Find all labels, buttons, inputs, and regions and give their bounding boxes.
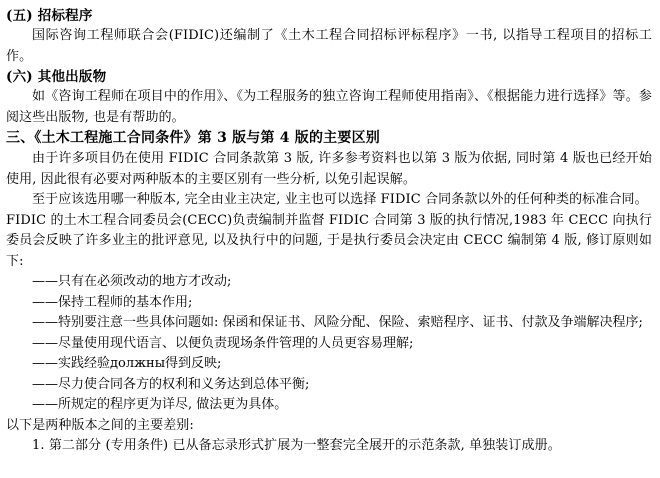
paragraph-fidic-tender-procedure: 国际咨询工程师联合会(FIDIC)还编制了《土木工程合同招标评标程序》一书, 以指导工程项目的招标工作。: [6, 28, 652, 64]
list-item: ——保持工程师的基本作用;: [32, 294, 193, 310]
list-item: ——实践经验должны得到反映;: [32, 356, 222, 371]
list-item: ——尽力使合同各方的权利和义务达到总体平衡;: [32, 376, 310, 392]
list-item: ——只有在必须改动的地方才改动;: [32, 274, 232, 289]
paragraph-version-usage: 由于许多项目仍在使用 FIDIC 合同条款第 3 版, 许多参考资料也以第 3 版为依据, 同时第 4 版也已经开始使用, 因此很有必要对两种版本的主要区别有一些分析, 以免引起误解。: [6, 151, 652, 187]
section-heading-other-publications: (六) 其他出版物: [6, 69, 107, 85]
paragraph-cecc-history: FIDIC 的土木工程合同委员会(CECC)负责编制并监督 FIDIC 合同第 3 版的执行情况,1983 年 CECC 向执行委员会反映了许多业主的批评意见, 以及执行中的问题, 于是执行委员会决定由 CECC 编制第 4 版, 修订原则如下:: [6, 212, 652, 269]
paragraph-difference-1: 1. 第二部分 (专用条件) 已从备忘录形式扩展为一整套完全展开的示范条款, 单独装订成册。: [32, 438, 561, 453]
list-item: ——尽量使用现代语言、以便负责现场条件管理的人员更容易理解;: [32, 335, 414, 351]
paragraph-other-publications: 如《咨询工程师在项目中的作用》、《为工程服务的独立咨询工程师使用指南》、《根据能力进行选择》等。参阅这些出版物, 也是有帮助的。: [6, 89, 652, 125]
section-heading-bidding-procedure: (五) 招标程序: [6, 8, 93, 24]
paragraph-main-differences-intro: 以下是两种版本之间的主要差别:: [6, 417, 194, 433]
section-heading-version-differences: 三、《土木工程施工合同条件》第 3 版与第 4 版的主要区别: [6, 130, 380, 146]
paragraph-employer-choice: 至于应该选用哪一种版本, 完全由业主决定, 业主也可以选择 FIDIC 合同条款以外的任何种类的标准合同。: [32, 192, 648, 207]
list-item: ——特别要注意一些具体问题如: 保函和保证书、风险分配、保险、索赔程序、证书、付款及争端解决程序;: [32, 315, 643, 330]
list-item: ——所规定的程序更为详尽, 做法更为具体。: [32, 397, 288, 412]
